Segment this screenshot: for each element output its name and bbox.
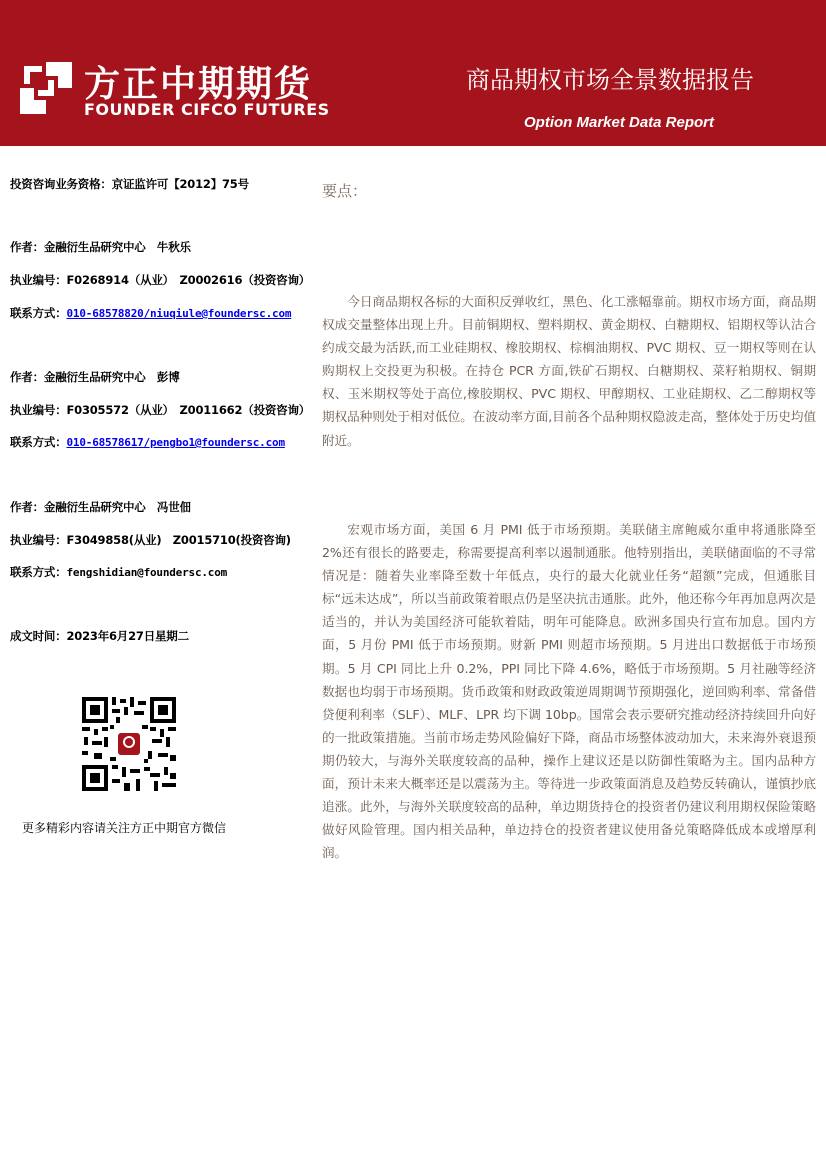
- key-points-heading: 要点：: [322, 182, 368, 200]
- report-title: 商品期权市场全景数据报告: [466, 66, 754, 94]
- founder-logo-icon: [18, 60, 74, 116]
- author-1-contact: [10, 305, 291, 321]
- summary-paragraph-macro: 宏观市场方面，美国 6 月 PMI 低于市场预期。美联储主席鲍威尔重申将通胀降至 2%还有很长的路要走，称需要提高利率以遏制通胀。他特别指出，美联储面临的不寻常情况是：随着失业率降至数十年低点，央行的最大化就业任务“超额”完成，但通胀目标“远未达成”，所以当前政策着眼点仍是坚决抗击通胀。此外，他还称今年再加息两次是适当的，并认为美国经济可能软着陆，明年可能降息。欧洲多国央行宣布加息。国内方面，5 月份 PMI 低于市场预期。财新 PMI 则超市场预期。5 月进出口数据低于市场预期。5 月 CPI 同比上升 0.2%，PPI 同比下降 4.6%，略低于市场预期。5 月社融等经济数据也均弱于市场预期。货币政策和财政政策逆周期调节预期强化，逆回购利率、常备借贷便利利率（SLF）、MLF、LPR 均下调 10bp。国常会表示要研究推动经济持续回升向好的一批政策措施。当前市场走势风险偏好下降，商品市场整体波动加大，未来海外衰退预期仍较大，与海外关联度较高的品种，操作上建议还是以防御性策略为主。国内品种方面，预计未来大概率还是以震荡为主。等待进一步政策面消息及趋势反转确认，谨慎抄底追涨。此外，与海外关联度较高的品种，单边期货持仓的投资者仍建议利用期权保险策略做好风险管理。国内相关品种，单边持仓的投资者建议使用备兑策略降低成本或增厚利润。: [322, 522, 816, 861]
- wechat-qr-code[interactable]: [82, 697, 176, 791]
- author-3-name: 作者：金融衍生品研究中心 冯世佃: [10, 500, 191, 514]
- author-3-contact: [10, 564, 227, 580]
- author-1-name: 作者：金融衍生品研究中心 牛秋乐: [10, 240, 191, 254]
- qualification-text: 投资咨询业务资格：京证监许可【2012】75号: [10, 177, 249, 191]
- logo-english-name: FOUNDER CIFCO FUTURES: [84, 100, 330, 119]
- author-2-email-link[interactable]: 010-68578617/pengbo1@foundersc.com: [66, 436, 285, 449]
- summary-paragraph-options: 今日商品期权各标的大面积反弹收红，黑色、化工涨幅靠前。期权市场方面，商品期权成交量整体出现上升。目前铜期权、塑料期权、黄金期权、白糖期权、铝期权等认沽合约成交最为活跃,而工业硅期权、橡胶期权、棕榈油期权、PVC 期权、豆一期权等则在认购期权上交投更为积极。在持仓 PCR 方面,铁矿石期权、白糖期权、菜籽粕期权、铜期权、玉米期权等处于高位,橡胶期权、PVC 期权、甲醇期权、工业硅期权、乙二醇期权等期权品种则处于相对低位。在波动率方面,目前各个品种期权隐波走高，整体处于历史均值附近。: [322, 294, 816, 448]
- qr-caption: 更多精彩内容请关注方正中期官方微信: [22, 821, 227, 835]
- author-2-license: 执业编号：F0305572（从业） Z0011662（投资咨询）: [10, 403, 311, 417]
- publish-date: 成文时间：2023年6月27日星期二: [10, 629, 189, 643]
- report-header: [0, 0, 826, 146]
- contact-label: 联系方式：: [10, 306, 67, 320]
- author-3-license: 执业编号：F3049858(从业) Z0015710(投资咨询): [10, 533, 291, 547]
- report-subtitle: Option Market Data Report: [524, 114, 715, 131]
- contact-label: 联系方式：: [10, 435, 67, 449]
- author-2-name: 作者：金融衍生品研究中心 彭博: [10, 370, 180, 384]
- author-1-license: 执业编号：F0268914（从业） Z0002616（投资咨询）: [10, 273, 311, 287]
- author-3-email: fengshidian@foundersc.com: [66, 566, 228, 579]
- logo-chinese-name: 方正中期期货: [84, 64, 313, 105]
- author-2-contact: [10, 434, 285, 450]
- author-1-email-link[interactable]: 010-68578820/niuqiule@foundersc.com: [66, 307, 292, 320]
- contact-label: 联系方式：: [10, 565, 67, 579]
